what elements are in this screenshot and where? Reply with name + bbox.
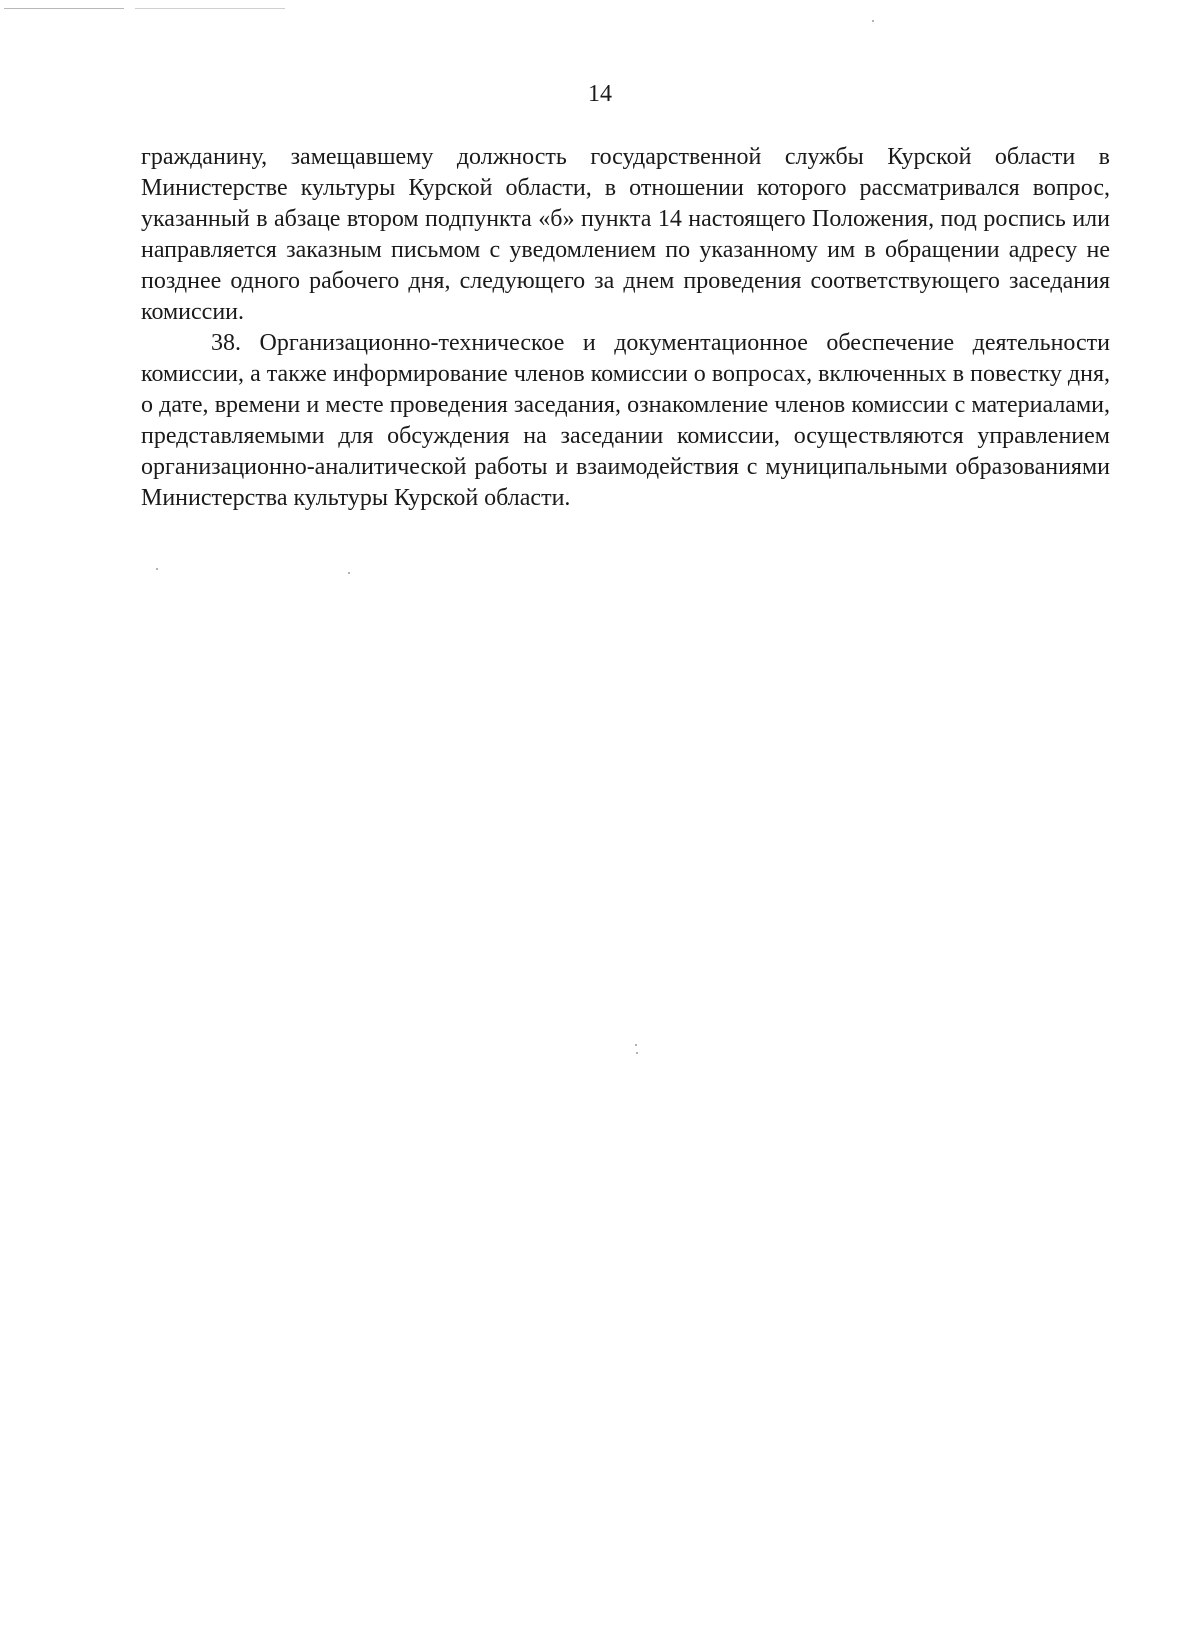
scan-artifact-dot	[635, 1044, 637, 1046]
document-body	[141, 142, 1110, 514]
page-number: 14	[588, 81, 612, 107]
scan-artifact-top-left-2	[135, 8, 285, 9]
paragraph-continuation: гражданину, замещавшему должность государственной службы Курской области в Министерстве культуры Курской области, в отношении которого рассматривался вопрос, указанный в абзаце втором подпункта «б» пункта 14 настоящего Положения, под роспись или направляется заказным письмом с уведомлением по указанному им в обращении адресу не позднее одного рабочего дня, следующего за днем проведения соответствующего заседания комиссии.	[141, 144, 1110, 325]
scan-artifact-top-left	[4, 8, 124, 9]
paragraph-38: 38. Организационно-техническое и документационное обеспечение деятельности комиссии, а также информирование членов комиссии о вопросах, включенных в повестку дня, о дате, времени и месте проведения заседания, ознакомление членов комиссии с материалами, представляемыми для обсуждения на заседании комиссии, осуществляются управлением организационно-аналитической работы и взаимодействия с муниципальными образованиями Министерства культуры Курской области.	[141, 330, 1110, 511]
scan-artifact-dot	[156, 568, 158, 570]
scan-artifact-dot	[636, 1052, 638, 1054]
scan-artifact-dot	[872, 20, 874, 22]
scan-artifact-dot	[348, 572, 350, 574]
